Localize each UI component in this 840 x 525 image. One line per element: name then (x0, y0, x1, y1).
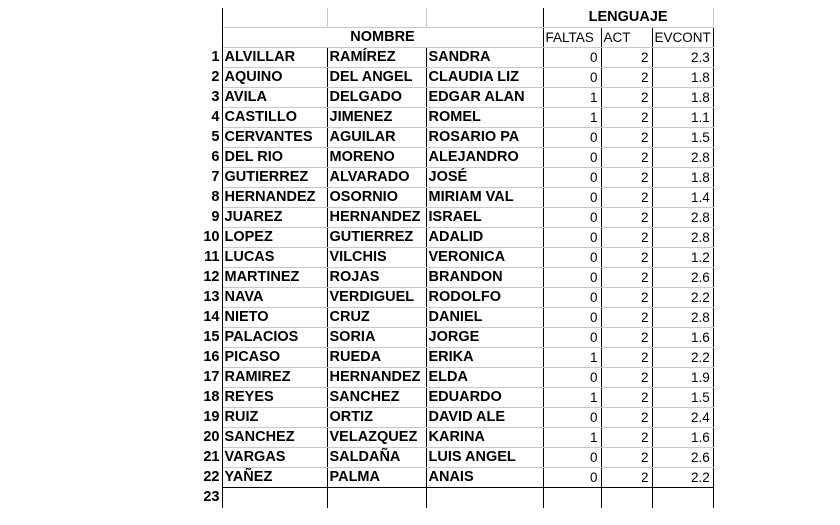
cell-blank[interactable] (327, 8, 426, 28)
evcont-cell[interactable]: 1.8 (652, 168, 713, 188)
apellido-materno-cell[interactable]: AGUILAR (327, 128, 426, 148)
apellido-materno-cell[interactable]: GUTIERREZ (327, 228, 426, 248)
row-number: 23 (200, 488, 222, 509)
act-cell[interactable]: 2 (601, 228, 652, 248)
nombre-cell[interactable]: MIRIAM VAL (426, 188, 543, 208)
apellido-materno-cell[interactable]: ORTIZ (327, 408, 426, 428)
faltas-cell[interactable]: 0 (543, 328, 601, 348)
nombre-cell[interactable]: RODOLFO (426, 288, 543, 308)
nombre-cell[interactable]: ROMEL (426, 108, 543, 128)
nombre-cell[interactable]: KARINA (426, 428, 543, 448)
apellido-paterno-cell[interactable]: CERVANTES (222, 128, 327, 148)
row-number: 14 (200, 308, 222, 328)
table-row (200, 128, 713, 148)
table-row (200, 268, 713, 288)
row-number: 8 (200, 188, 222, 208)
act-header[interactable]: ACT (601, 28, 652, 48)
row-number: 20 (200, 428, 222, 448)
row-number: 6 (200, 148, 222, 168)
row-number: 5 (200, 128, 222, 148)
table-row (200, 288, 713, 308)
apellido-materno-cell[interactable]: ALVARADO (327, 168, 426, 188)
faltas-cell[interactable]: 0 (543, 188, 601, 208)
evcont-cell[interactable]: 2.8 (652, 208, 713, 228)
act-cell[interactable]: 2 (601, 108, 652, 128)
table-row (200, 348, 713, 368)
row-number: 11 (200, 248, 222, 268)
cell-blank[interactable] (426, 8, 543, 28)
act-cell[interactable]: 2 (601, 168, 652, 188)
apellido-paterno-cell[interactable]: LUCAS (222, 248, 327, 268)
table-row (200, 328, 713, 348)
table-row (200, 88, 713, 108)
apellido-paterno-cell[interactable]: YAÑEZ (222, 468, 327, 488)
apellido-materno-cell[interactable]: SANCHEZ (327, 388, 426, 408)
cell-blank[interactable] (601, 488, 652, 509)
evcont-cell[interactable]: 1.8 (652, 88, 713, 108)
cell-blank[interactable] (543, 488, 601, 509)
evcont-cell[interactable]: 2.2 (652, 348, 713, 368)
apellido-paterno-cell[interactable]: DEL RIO (222, 148, 327, 168)
act-cell[interactable]: 2 (601, 248, 652, 268)
table-row (200, 228, 713, 248)
apellido-materno-cell[interactable]: JIMENEZ (327, 108, 426, 128)
row-number: 4 (200, 108, 222, 128)
table-row (200, 388, 713, 408)
evcont-cell[interactable]: 2.6 (652, 448, 713, 468)
apellido-materno-cell[interactable]: SALDAÑA (327, 448, 426, 468)
faltas-cell[interactable]: 0 (543, 148, 601, 168)
nombre-cell[interactable]: DANIEL (426, 308, 543, 328)
nombre-cell[interactable]: ERIKA (426, 348, 543, 368)
act-cell[interactable]: 2 (601, 428, 652, 448)
row-number: 1 (200, 48, 222, 68)
nombre-cell[interactable]: EDUARDO (426, 388, 543, 408)
apellido-materno-cell[interactable]: DEL ANGEL (327, 68, 426, 88)
evcont-cell[interactable]: 1.4 (652, 188, 713, 208)
nombre-cell[interactable]: ROSARIO PA (426, 128, 543, 148)
evcont-cell[interactable]: 2.2 (652, 468, 713, 488)
apellido-materno-cell[interactable]: ROJAS (327, 268, 426, 288)
evcont-cell[interactable]: 1.6 (652, 328, 713, 348)
table-row (200, 308, 713, 328)
evcont-cell[interactable]: 2.8 (652, 308, 713, 328)
table-row (200, 108, 713, 128)
cell-blank[interactable] (222, 8, 327, 28)
evcont-cell[interactable]: 1.9 (652, 368, 713, 388)
evcont-cell[interactable]: 1.8 (652, 68, 713, 88)
apellido-materno-cell[interactable]: VERDIGUEL (327, 288, 426, 308)
nombre-cell[interactable]: JORGE (426, 328, 543, 348)
row-number: 10 (200, 228, 222, 248)
header-row-columns (200, 28, 713, 48)
row-number: 16 (200, 348, 222, 368)
act-cell[interactable]: 2 (601, 308, 652, 328)
apellido-paterno-cell[interactable]: PICASO (222, 348, 327, 368)
faltas-cell[interactable]: 0 (543, 128, 601, 148)
nombre-cell[interactable]: ELDA (426, 368, 543, 388)
table-row (200, 468, 713, 488)
act-cell[interactable]: 2 (601, 448, 652, 468)
apellido-paterno-cell[interactable]: GUTIERREZ (222, 168, 327, 188)
apellido-paterno-cell[interactable]: RUIZ (222, 408, 327, 428)
act-cell[interactable]: 2 (601, 268, 652, 288)
apellido-materno-cell[interactable]: PALMA (327, 468, 426, 488)
table-row (200, 148, 713, 168)
row-number: 3 (200, 88, 222, 108)
nombre-cell[interactable]: LUIS ANGEL (426, 448, 543, 468)
act-cell[interactable]: 2 (601, 48, 652, 68)
grades-sheet (200, 8, 714, 508)
cell-blank[interactable] (222, 488, 327, 509)
act-cell[interactable]: 2 (601, 388, 652, 408)
act-cell[interactable]: 2 (601, 288, 652, 308)
faltas-cell[interactable]: 1 (543, 388, 601, 408)
faltas-cell[interactable]: 0 (543, 468, 601, 488)
evcont-cell[interactable]: 1.5 (652, 128, 713, 148)
nombre-cell[interactable]: VERONICA (426, 248, 543, 268)
row-number: 2 (200, 68, 222, 88)
apellido-materno-cell[interactable]: VILCHIS (327, 248, 426, 268)
table-row (200, 428, 713, 448)
table-row (200, 408, 713, 428)
act-cell[interactable]: 2 (601, 148, 652, 168)
evcont-cell[interactable]: 2.2 (652, 288, 713, 308)
faltas-cell[interactable]: 1 (543, 348, 601, 368)
faltas-cell[interactable]: 0 (543, 68, 601, 88)
nombre-cell[interactable]: ISRAEL (426, 208, 543, 228)
faltas-cell[interactable]: 1 (543, 108, 601, 128)
evcont-cell[interactable]: 1.2 (652, 248, 713, 268)
table-row (200, 188, 713, 208)
cell-blank[interactable] (426, 488, 543, 509)
apellido-paterno-cell[interactable]: REYES (222, 388, 327, 408)
evcont-cell[interactable]: 2.4 (652, 408, 713, 428)
row-number: 7 (200, 168, 222, 188)
apellido-materno-cell[interactable]: RUEDA (327, 348, 426, 368)
nombre-cell[interactable]: ADALID (426, 228, 543, 248)
faltas-cell[interactable]: 1 (543, 428, 601, 448)
cell-blank[interactable] (327, 488, 426, 509)
apellido-materno-cell[interactable]: RAMÍREZ (327, 48, 426, 68)
apellido-paterno-cell[interactable]: LOPEZ (222, 228, 327, 248)
act-cell[interactable]: 2 (601, 128, 652, 148)
nombre-cell[interactable]: EDGAR ALAN (426, 88, 543, 108)
nombre-cell[interactable]: DAVID ALE (426, 408, 543, 428)
apellido-paterno-cell[interactable]: JUAREZ (222, 208, 327, 228)
nombre-cell[interactable]: CLAUDIA LIZ (426, 68, 543, 88)
apellido-paterno-cell[interactable]: CASTILLO (222, 108, 327, 128)
row-number: 12 (200, 268, 222, 288)
apellido-paterno-cell[interactable]: ALVILLAR (222, 48, 327, 68)
row-number: 19 (200, 408, 222, 428)
table-row (200, 68, 713, 88)
evcont-cell[interactable]: 2.8 (652, 148, 713, 168)
act-cell[interactable]: 2 (601, 348, 652, 368)
faltas-cell[interactable]: 0 (543, 308, 601, 328)
faltas-cell[interactable]: 0 (543, 368, 601, 388)
row-number-blank (200, 8, 222, 28)
table-row-empty (200, 488, 713, 509)
act-cell[interactable]: 2 (601, 68, 652, 88)
faltas-cell[interactable]: 0 (543, 168, 601, 188)
nombre-cell[interactable]: BRANDON (426, 268, 543, 288)
apellido-paterno-cell[interactable]: PALACIOS (222, 328, 327, 348)
table-row (200, 208, 713, 228)
faltas-cell[interactable]: 0 (543, 208, 601, 228)
apellido-materno-cell[interactable]: DELGADO (327, 88, 426, 108)
cell-blank[interactable] (652, 488, 713, 509)
faltas-cell[interactable]: 0 (543, 248, 601, 268)
apellido-paterno-cell[interactable]: NAVA (222, 288, 327, 308)
apellido-paterno-cell[interactable]: AVILA (222, 88, 327, 108)
faltas-cell[interactable]: 0 (543, 448, 601, 468)
apellido-materno-cell[interactable]: HERNANDEZ (327, 368, 426, 388)
table-row (200, 48, 713, 68)
evcont-cell[interactable]: 2.8 (652, 228, 713, 248)
apellido-materno-cell[interactable]: SORIA (327, 328, 426, 348)
faltas-cell[interactable]: 0 (543, 228, 601, 248)
apellido-paterno-cell[interactable]: NIETO (222, 308, 327, 328)
act-cell[interactable]: 2 (601, 468, 652, 488)
apellido-paterno-cell[interactable]: SANCHEZ (222, 428, 327, 448)
apellido-materno-cell[interactable]: MORENO (327, 148, 426, 168)
faltas-cell[interactable]: 0 (543, 268, 601, 288)
row-number: 13 (200, 288, 222, 308)
nombre-header[interactable]: NOMBRE (222, 28, 543, 48)
nombre-cell[interactable]: ANAIS (426, 468, 543, 488)
nombre-cell[interactable]: SANDRA (426, 48, 543, 68)
nombre-cell[interactable]: JOSÉ (426, 168, 543, 188)
apellido-paterno-cell[interactable]: MARTINEZ (222, 268, 327, 288)
apellido-paterno-cell[interactable]: AQUINO (222, 68, 327, 88)
act-cell[interactable]: 2 (601, 368, 652, 388)
faltas-header[interactable]: FALTAS (543, 28, 601, 48)
table-row (200, 448, 713, 468)
apellido-materno-cell[interactable]: OSORNIO (327, 188, 426, 208)
header-row-group (200, 8, 713, 28)
faltas-cell[interactable]: 1 (543, 88, 601, 108)
row-number: 22 (200, 468, 222, 488)
act-cell[interactable]: 2 (601, 88, 652, 108)
faltas-cell[interactable]: 0 (543, 48, 601, 68)
apellido-paterno-cell[interactable]: HERNANDEZ (222, 188, 327, 208)
row-number: 21 (200, 448, 222, 468)
act-cell[interactable]: 2 (601, 408, 652, 428)
apellido-paterno-cell[interactable]: VARGAS (222, 448, 327, 468)
act-cell[interactable]: 2 (601, 188, 652, 208)
evcont-header[interactable]: EVCONT (652, 28, 713, 48)
act-cell[interactable]: 2 (601, 208, 652, 228)
table-row (200, 168, 713, 188)
evcont-cell[interactable]: 2.6 (652, 268, 713, 288)
row-number: 18 (200, 388, 222, 408)
lenguaje-header[interactable]: LENGUAJE (543, 8, 713, 28)
row-number: 17 (200, 368, 222, 388)
evcont-cell[interactable]: 1.6 (652, 428, 713, 448)
act-cell[interactable]: 2 (601, 328, 652, 348)
evcont-cell[interactable]: 2.3 (652, 48, 713, 68)
apellido-materno-cell[interactable]: CRUZ (327, 308, 426, 328)
apellido-paterno-cell[interactable]: RAMIREZ (222, 368, 327, 388)
apellido-materno-cell[interactable]: VELAZQUEZ (327, 428, 426, 448)
nombre-cell[interactable]: ALEJANDRO (426, 148, 543, 168)
row-number-blank (200, 28, 222, 48)
row-number: 15 (200, 328, 222, 348)
row-number: 9 (200, 208, 222, 228)
apellido-materno-cell[interactable]: HERNANDEZ (327, 208, 426, 228)
faltas-cell[interactable]: 0 (543, 408, 601, 428)
evcont-cell[interactable]: 1.5 (652, 388, 713, 408)
table-row (200, 248, 713, 268)
evcont-cell[interactable]: 1.1 (652, 108, 713, 128)
faltas-cell[interactable]: 0 (543, 288, 601, 308)
table-row (200, 368, 713, 388)
